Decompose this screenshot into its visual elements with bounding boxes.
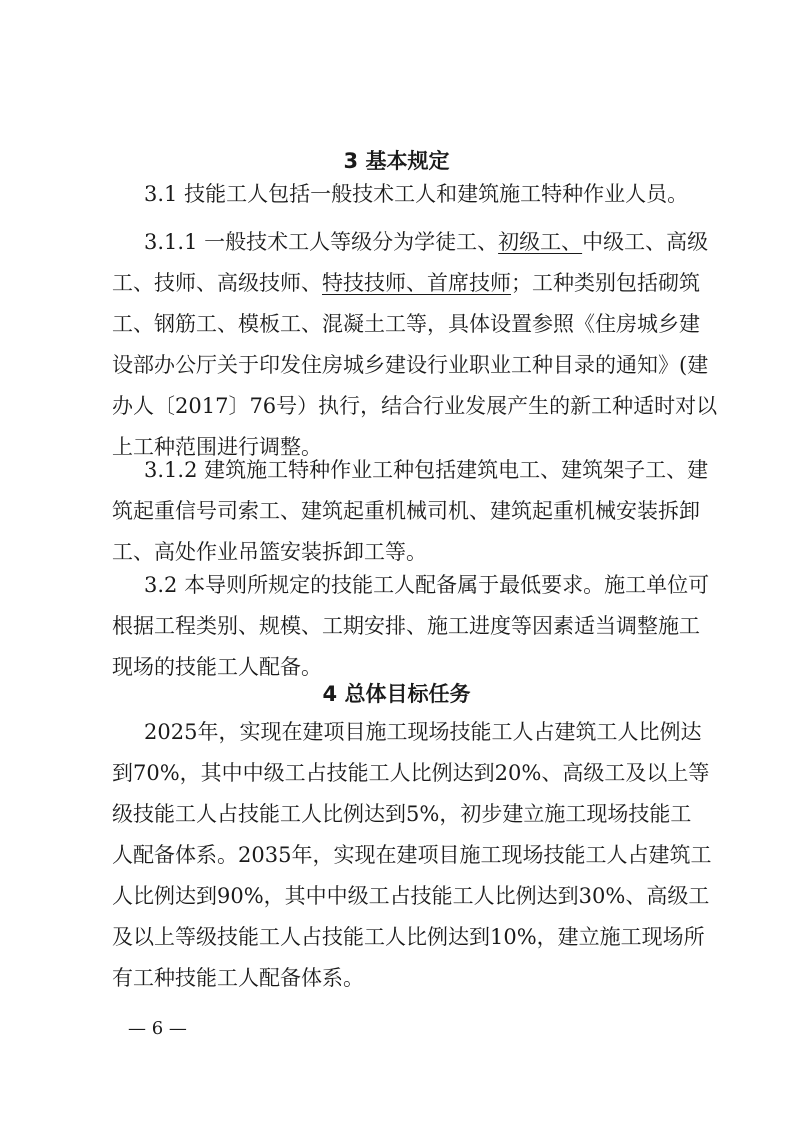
underlined-text: 特技技师、首席技师 (322, 270, 511, 295)
paragraph-line: 现场的技能工人配备。 (112, 654, 322, 679)
paragraph-line: 办人〔2017〕76号）执行，结合行业发展产生的新工种适时对以 (112, 393, 718, 418)
page-number: — 6 — (128, 1018, 187, 1039)
line-text: ；工种类别包括砌筑 (511, 270, 700, 295)
paragraph-line: 2025年，实现在建项目施工现场技能工人占建筑工人比例达 (144, 719, 702, 744)
paragraph-3-1-2 (112, 448, 709, 571)
paragraph-line: 3.1 技能工人包括一般技术工人和建筑施工特种作业人员。 (144, 181, 689, 206)
paragraph-line (112, 220, 709, 261)
underlined-text: 初级工、 (498, 229, 583, 254)
paragraph-line: 人比例达到90%，其中中级工占技能工人比例达到30%、高级工 (112, 883, 710, 908)
section-4-heading: 4 总体目标任务 (322, 682, 471, 706)
line-text: 工、技师、高级技师、 (112, 270, 322, 295)
paragraph-line (112, 261, 700, 302)
paragraph-line: 根据工程类别、规模、工期安排、施工进度等因素适当调整施工 (112, 613, 700, 638)
paragraph-3-1-1 (112, 220, 718, 466)
paragraph-line: 3.1.2 建筑施工特种作业工种包括建筑电工、建筑架子工、建 (144, 457, 709, 482)
paragraph-line: 筑起重信号司索工、建筑起重机械司机、建筑起重机械安装拆卸 (112, 498, 700, 523)
paragraph-goals (112, 710, 712, 997)
paragraph-line: 工、钢筋工、模板工、混凝土工等，具体设置参照《住房城乡建 (112, 311, 700, 336)
paragraph-line: 级技能工人占技能工人比例达到5%，初步建立施工现场技能工 (112, 801, 692, 826)
paragraph-line: 3.2 本导则所规定的技能工人配备属于最低要求。施工单位可 (144, 572, 710, 597)
paragraph-3-1 (112, 172, 690, 213)
paragraph-line: 工、高处作业吊篮安装拆卸工等。 (112, 539, 427, 564)
paragraph-line: 有工种技能工人配备体系。 (112, 965, 364, 990)
paragraph-line: 人配备体系。2035年，实现在建项目施工现场技能工人占建筑工 (112, 842, 712, 867)
paragraph-line: 到70%，其中中级工占技能工人比例达到20%、高级工及以上等 (112, 760, 710, 785)
paragraph-line: 上工种范围进行调整。 (112, 434, 322, 459)
line-text: 3.1.1 一般技术工人等级分为学徒工、 (144, 229, 499, 254)
paragraph-3-2 (112, 563, 710, 686)
paragraph-line: 及以上等级技能工人占技能工人比例达到10%，建立施工现场所 (112, 924, 705, 949)
paragraph-line: 设部办公厅关于印发住房城乡建设行业职业工种目录的通知》(建 (112, 352, 709, 377)
line-text: 中级工、高级 (582, 229, 709, 254)
section-3-heading: 3 基本规定 (343, 149, 450, 173)
